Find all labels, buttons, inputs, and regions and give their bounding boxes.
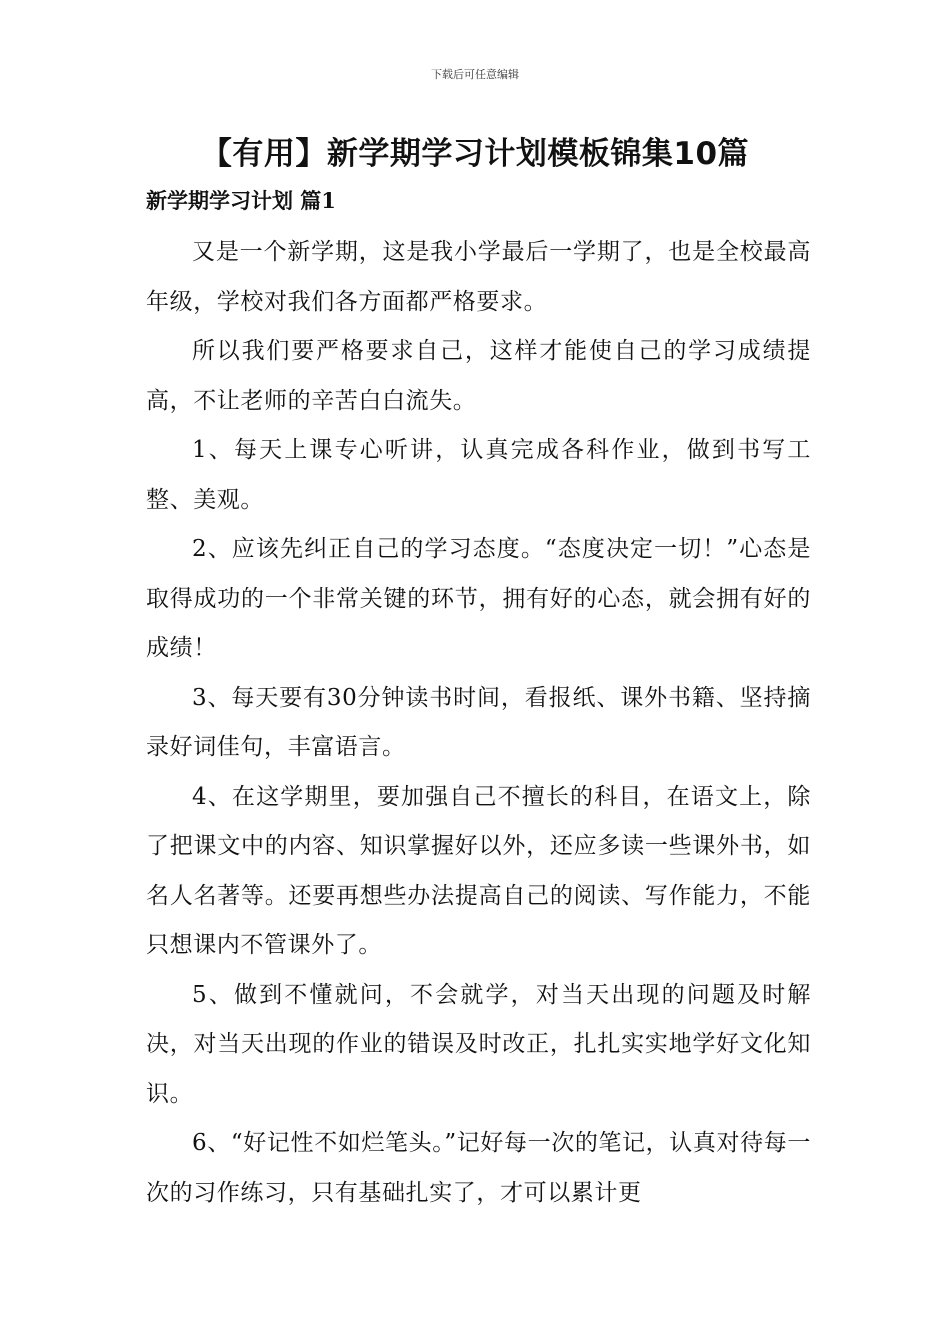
document-title: 【有用】新学期学习计划模板锦集10篇 — [200, 136, 750, 172]
paragraph: 又是一个新学期，这是我小学最后一学期了，也是全校最高年级，学校对我们各方面都严格要求。 — [146, 239, 811, 315]
document-body — [146, 228, 811, 1218]
paragraph: 5、做到不懂就问，不会就学，对当天出现的问题及时解决，对当天出现的作业的错误及时改正，扎扎实实地学好文化知识。 — [146, 981, 811, 1107]
paragraph: 1、每天上课专心听讲，认真完成各科作业，做到书写工整、美观。 — [146, 437, 811, 513]
section-heading: 新学期学习计划 篇1 — [146, 188, 336, 213]
paragraph: 6、“好记性不如烂笔头。”记好每一次的笔记，认真对待每一次的习作练习，只有基础扎实了，才可以累计更 — [146, 1130, 811, 1206]
paragraph: 所以我们要严格要求自己，这样才能使自己的学习成绩提高，不让老师的辛苦白白流失。 — [146, 338, 811, 414]
paragraph: 3、每天要有30分钟读书时间，看报纸、课外书籍、坚持摘录好词佳句，丰富语言。 — [146, 684, 811, 760]
paragraph: 2、应该先纠正自己的学习态度。“态度决定一切！”心态是取得成功的一个非常关键的环节，拥有好的心态，就会拥有好的成绩！ — [146, 536, 811, 661]
page-header-note: 下载后可任意编辑 — [431, 68, 519, 81]
paragraph: 4、在这学期里，要加强自己不擅长的科目，在语文上，除了把课文中的内容、知识掌握好以外，还应多读一些课外书，如名人名著等。还要再想些办法提高自己的阅读、写作能力，不能只想课内不管课外了。 — [146, 783, 811, 958]
